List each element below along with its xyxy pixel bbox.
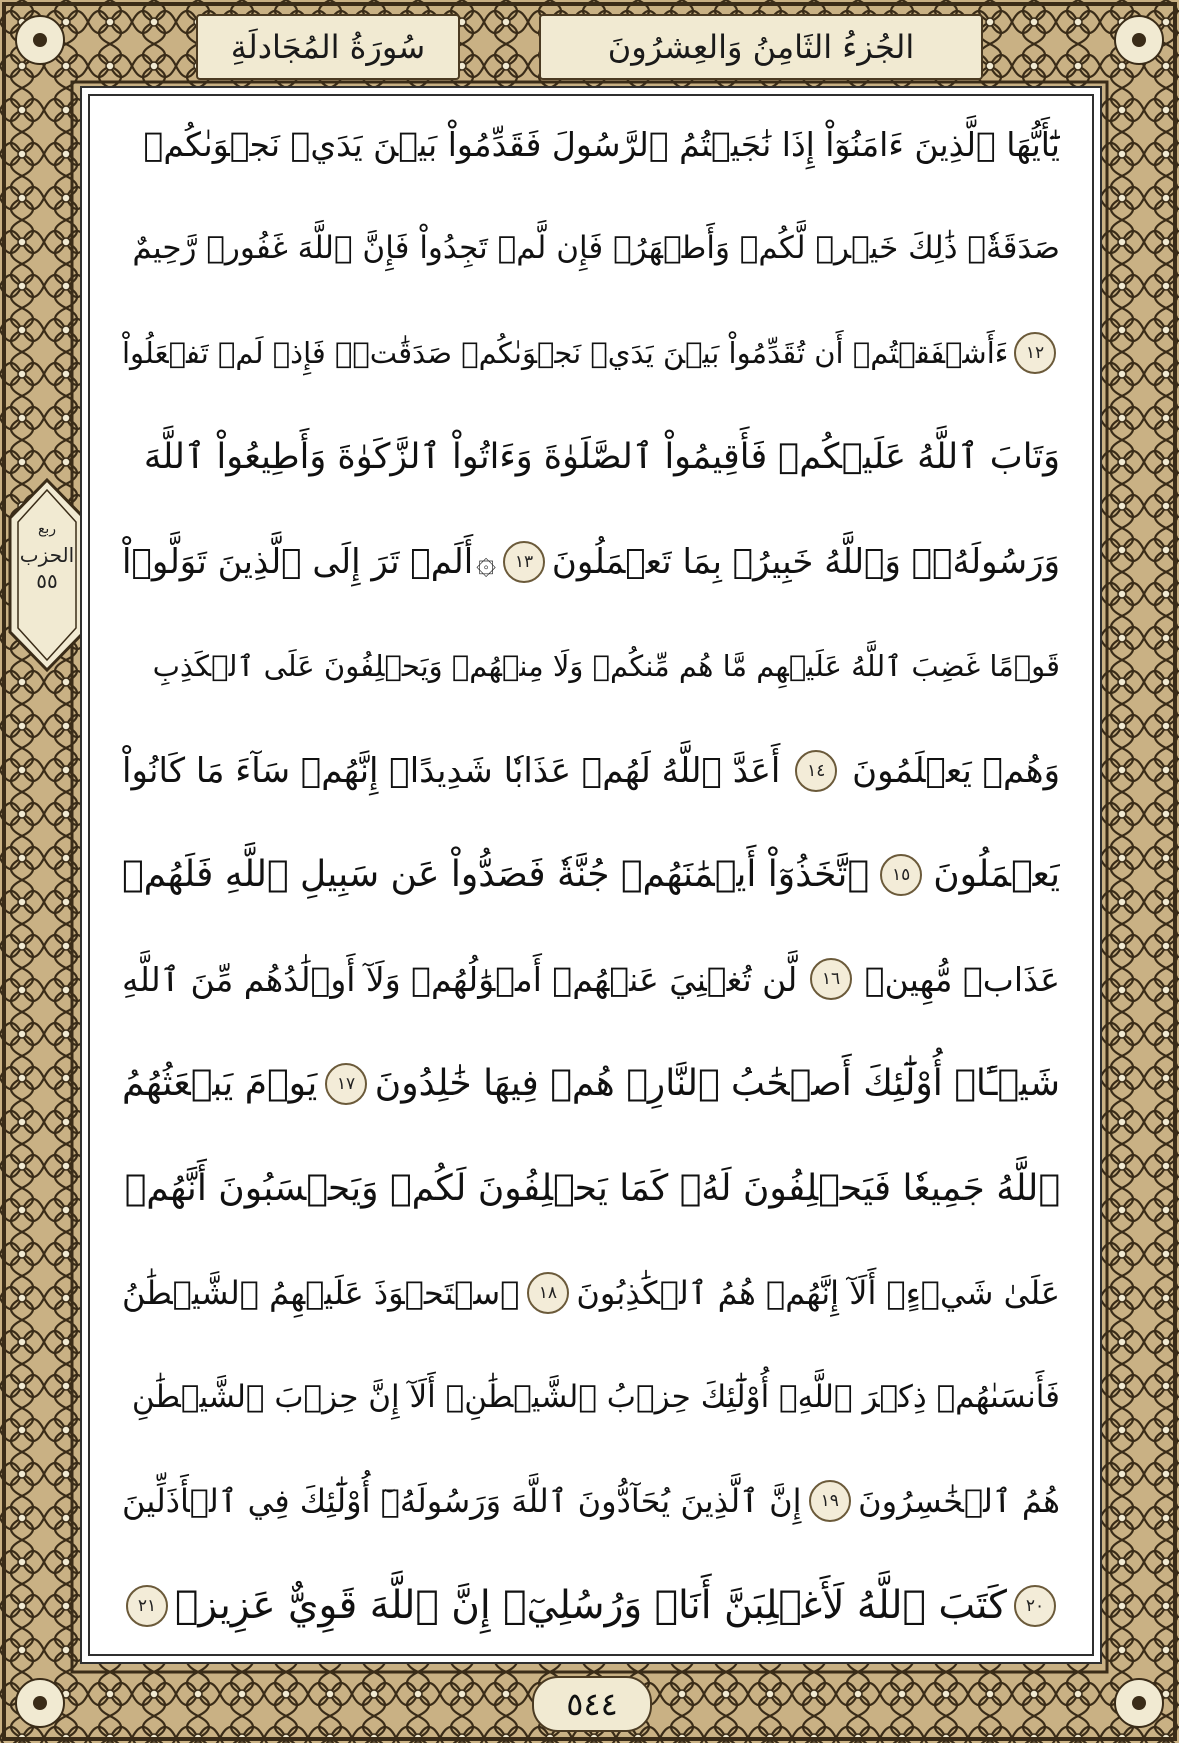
line-text: وَتَابَ ٱللَّهُ عَلَيۡكُمۡ فَأَقِيمُواْ ٱلصَّلَوٰةَ وَءَاتُواْ ٱلزَّكَوٰةَ وَأَطِيعُواْ ٱللَّهَ (143, 437, 1060, 478)
line-text: شَيۡـًٔاۚ أُوْلَٰٓئِكَ أَصۡحَٰبُ ٱلنَّارِۖ هُمۡ فِيهَا خَٰلِدُونَ (374, 1063, 1060, 1105)
line-text: أَلَمۡ تَرَ إِلَى ٱلَّذِينَ تَوَلَّوۡاْ (122, 541, 474, 582)
verse-line-11 (122, 1148, 1060, 1228)
surah-title: سُورَةُ المُجَادلَةِ (230, 28, 426, 66)
line-text: يَعۡمَلُونَ (933, 854, 1060, 896)
hizb-number: ٥٥ (36, 569, 58, 593)
verse-line-5 (122, 522, 1060, 602)
juz-header (539, 14, 983, 80)
ayah-marker-13: ١٣ (503, 541, 545, 583)
line-text: أَعَدَّ ٱللَّهُ لَهُمۡ عَذَابٗا شَدِيدًاۖ إِنَّهُمۡ سَآءَ مَا كَانُواْ (122, 750, 781, 791)
line-text: ٱتَّخَذُوٓاْ أَيۡمَٰنَهُمۡ جُنَّةٗ فَصَدُّواْ عَن سَبِيلِ ٱللَّهِ فَلَهُمۡ (122, 854, 869, 896)
verse-panel (88, 94, 1094, 1656)
line-text: ٱللَّهُ جَمِيعٗا فَيَحۡلِفُونَ لَهُۥ كَمَا يَحۡلِفُونَ لَكُمۡ وَيَحۡسَبُونَ أَنَّهُمۡ (124, 1167, 1060, 1209)
verse-line-9 (122, 939, 1060, 1019)
verse-line-14 (122, 1461, 1060, 1541)
line-text: يَٰٓأَيُّهَا ٱلَّذِينَ ءَامَنُوٓاْ إِذَا نَٰجَيۡتُمُ ٱلرَّسُولَ فَقَدِّمُواْ بَيۡنَ يَدَيۡ نَجۡوَىٰكُمۡ (143, 124, 1060, 164)
line-text: وَهُمۡ يَعۡلَمُونَ (852, 750, 1060, 791)
line-text: هُمُ ٱلۡخَٰسِرُونَ (858, 1482, 1060, 1521)
line-text: ٱسۡتَحۡوَذَ عَلَيۡهِمُ ٱلشَّيۡطَٰنُ (122, 1273, 520, 1312)
ayah-marker-18: ١٨ (527, 1272, 569, 1314)
verse-line-13 (122, 1357, 1060, 1437)
ayah-marker-15: ١٥ (880, 854, 922, 896)
verse-line-8 (122, 835, 1060, 915)
verse-line-2 (122, 208, 1060, 288)
rub-label: ربع (37, 521, 57, 537)
verse-line-6 (122, 626, 1060, 706)
ayah-marker-14: ١٤ (795, 750, 837, 792)
verse-lines (122, 104, 1060, 1646)
line-text: صَدَقَةٗۚ ذَٰلِكَ خَيۡرٞ لَّكُمۡ وَأَطۡهَرُۚ فَإِن لَّمۡ تَجِدُواْ فَإِنَّ ٱللَّهَ غَفُورٞ رَّحِيمٌ (132, 230, 1060, 267)
hizb-marker-label (6, 516, 88, 594)
rub-star-icon: ۞ (476, 542, 497, 583)
ayah-marker-16: ١٦ (810, 958, 852, 1000)
ayah-marker-20: ٢٠ (1014, 1585, 1056, 1627)
line-text: لَّن تُغۡنِيَ عَنۡهُمۡ أَمۡوَٰلُهُمۡ وَلَآ أَوۡلَٰدُهُم مِّنَ ٱللَّهِ (122, 959, 798, 999)
juz-title: الجُزءُ الثَامِنُ وَالعِشرُونَ (607, 28, 915, 66)
line-text: يَوۡمَ يَبۡعَثُهُمُ (122, 1063, 318, 1105)
line-text: عَلَىٰ شَيۡءٍۚ أَلَآ إِنَّهُمۡ هُمُ ٱلۡكَٰذِبُونَ (576, 1273, 1060, 1312)
verse-line-4 (122, 417, 1060, 497)
verse-line-15 (122, 1566, 1060, 1646)
page-number-badge (532, 1676, 652, 1732)
line-text: ءَأَشۡفَقۡتُمۡ أَن تُقَدِّمُواْ بَيۡنَ يَدَيۡ نَجۡوَىٰكُمۡ صَدَقَٰتٖۚ فَإِذۡ لَمۡ تَفۡعَلُواْ (122, 335, 1009, 370)
line-text: وَرَسُولَهُۥۚ وَٱللَّهُ خَبِيرُۢ بِمَا تَعۡمَلُونَ (551, 541, 1060, 582)
verse-line-1 (122, 104, 1060, 184)
ayah-marker-12: ١٢ (1014, 332, 1056, 374)
hizb-label: الحزب (19, 543, 75, 567)
verse-line-12 (122, 1253, 1060, 1333)
surah-header (196, 14, 460, 80)
ayah-marker-17: ١٧ (325, 1063, 367, 1105)
verse-line-10 (122, 1044, 1060, 1124)
verse-line-7 (122, 731, 1060, 811)
line-text: قَوۡمًا غَضِبَ ٱللَّهُ عَلَيۡهِم مَّا هُم مِّنكُمۡ وَلَا مِنۡهُمۡ وَيَحۡلِفُونَ عَلَى ٱلۡكَذِبِ (152, 649, 1060, 684)
line-text: إِنَّ ٱلَّذِينَ يُحَآدُّونَ ٱللَّهَ وَرَسُولَهُۥٓ أُوْلَٰٓئِكَ فِي ٱلۡأَذَلِّينَ (122, 1482, 802, 1521)
page-number: ٥٤٤ (566, 1685, 618, 1723)
verse-line-3 (122, 313, 1060, 393)
line-text: كَتَبَ ٱللَّهُ لَأَغۡلِبَنَّ أَنَا۠ وَرُسُلِيٓۚ إِنَّ ٱللَّهَ قَوِيٌّ عَزِيزٞ (175, 1583, 1007, 1629)
ayah-marker-21: ٢١ (126, 1585, 168, 1627)
ayah-marker-19: ١٩ (809, 1480, 851, 1522)
line-text: عَذَابٞ مُّهِينٞ (864, 959, 1060, 999)
line-text: فَأَنسَىٰهُمۡ ذِكۡرَ ٱللَّهِۚ أُوْلَٰٓئِكَ حِزۡبُ ٱلشَّيۡطَٰنِۚ أَلَآ إِنَّ حِزۡبَ ٱلشَّيۡطَٰنِ (131, 1379, 1060, 1416)
